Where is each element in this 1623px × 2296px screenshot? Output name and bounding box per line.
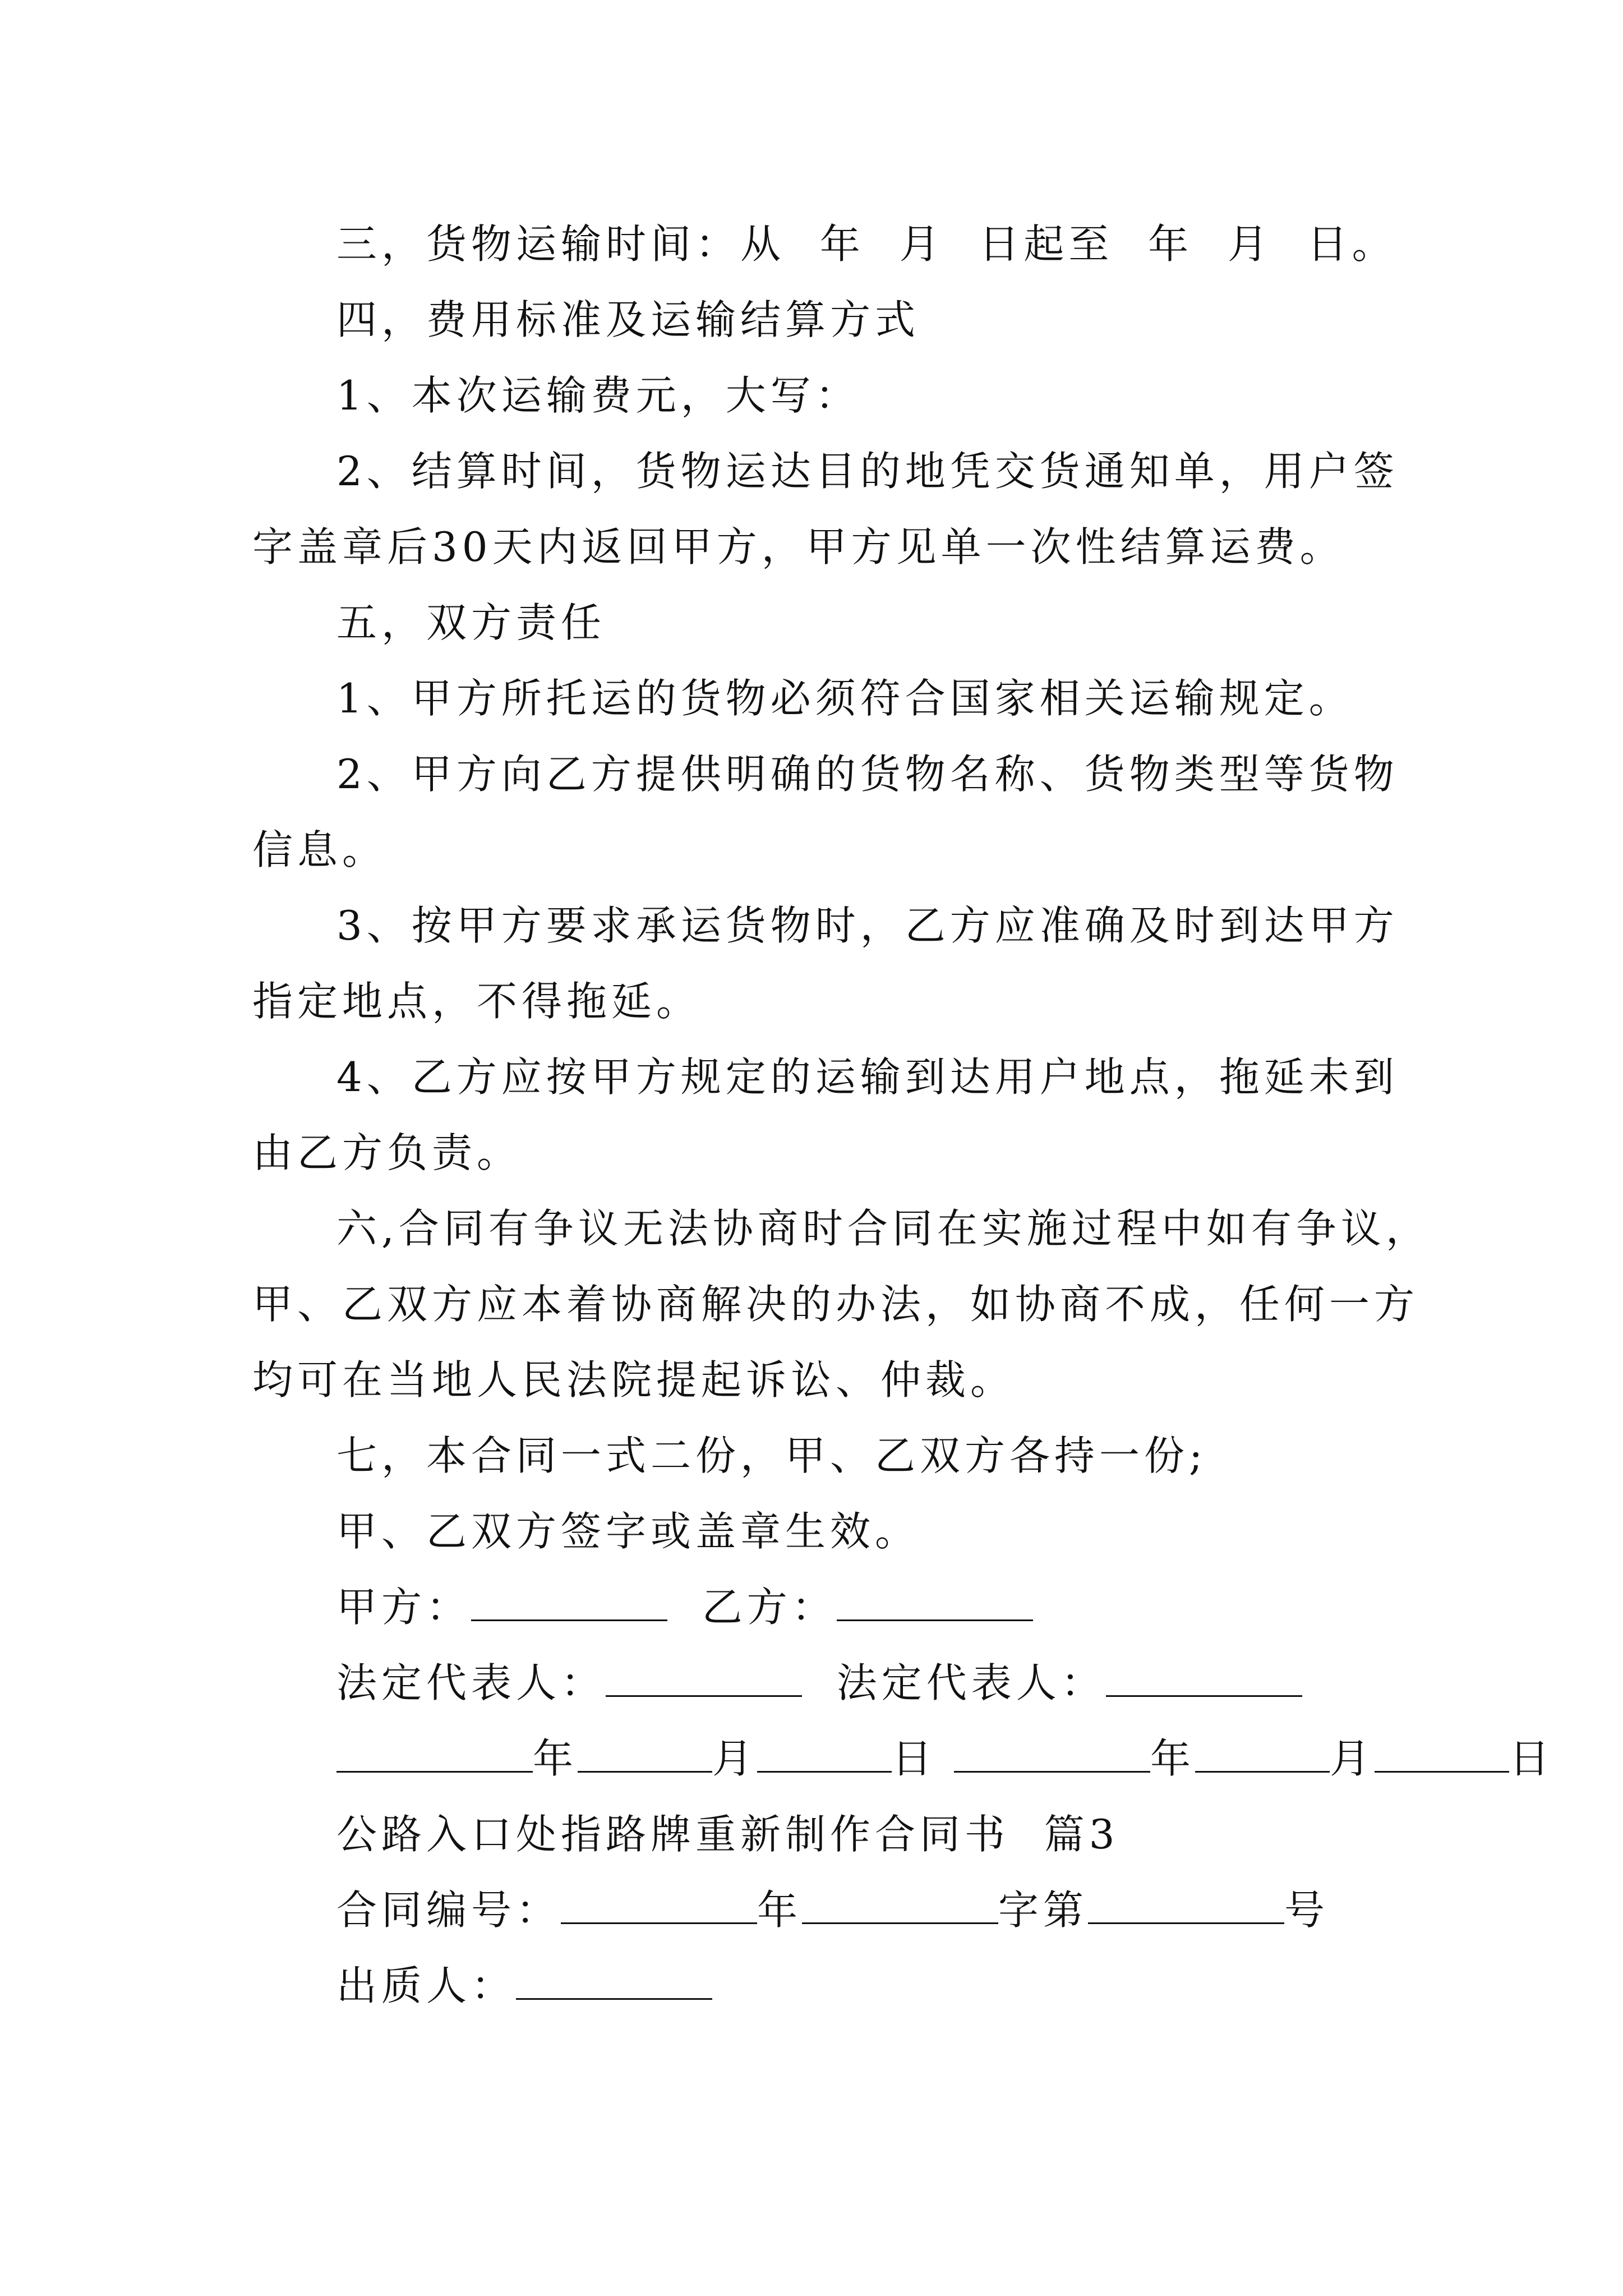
date-a-year-blank[interactable] <box>336 1731 533 1773</box>
date-b-year-blank[interactable] <box>954 1731 1150 1773</box>
party-a-blank[interactable] <box>471 1579 667 1621</box>
date-b-year-label: 年 <box>1150 1735 1195 1782</box>
clause-5-item-2-line-2: 信息。 <box>252 826 388 873</box>
pledgor-label: 出质人： <box>336 1962 517 2009</box>
date-b-day-blank[interactable] <box>1375 1731 1509 1773</box>
rep-b-label: 法定代表人： <box>836 1659 1106 1706</box>
clause-4-item-2-line-2: 字盖章后30天内返回甲方，甲方见单一次性结算运费。 <box>252 523 1345 570</box>
date-a-year-label: 年 <box>533 1735 578 1782</box>
spacer <box>667 1584 702 1631</box>
clause-4-item-1: 1、本次运输费元，大写： <box>336 372 860 419</box>
spacer <box>802 1659 837 1706</box>
contract-number-row <box>336 1882 1329 1938</box>
date-a-day-blank[interactable] <box>757 1731 892 1773</box>
party-b-blank[interactable] <box>837 1579 1033 1621</box>
clause-5-item-2-line-1: 2、甲方向乙方提供明确的货物名称、货物类型等货物 <box>336 751 1399 798</box>
contract-number-zi-di-label: 字第 <box>998 1887 1089 1934</box>
date-b-month-blank[interactable] <box>1195 1731 1330 1773</box>
date-a-month-label: 月 <box>712 1735 758 1782</box>
clause-6-line-2: 甲、乙双方应本着协商解决的办法，如协商不成，任何一方 <box>252 1281 1419 1328</box>
party-a-label: 甲方： <box>336 1584 472 1631</box>
clause-6-line-1: 六,合同有争议无法协商时合同在实施过程中如有争议， <box>336 1205 1431 1252</box>
date-a-month-blank[interactable] <box>578 1731 712 1773</box>
date-b-month-label: 月 <box>1329 1735 1375 1782</box>
clause-5-item-4-line-1: 4、乙方应按甲方规定的运输到达用户地点，拖延未到 <box>336 1053 1399 1101</box>
rep-a-label: 法定代表人： <box>336 1659 606 1706</box>
contract-number-label: 合同编号： <box>336 1887 561 1934</box>
contract-number-seq-blank[interactable] <box>1088 1882 1284 1924</box>
clause-6-line-3: 均可在当地人民法院提起诉讼、仲裁。 <box>252 1356 1016 1404</box>
spacer <box>937 1735 954 1782</box>
date-signature-row <box>336 1731 1554 1787</box>
representative-signature-row <box>336 1655 1302 1711</box>
clause-3-transport-time: 三，货物运输时间：从 年 月 日起至 年 月 日。 <box>336 220 1397 268</box>
contract-number-year-label: 年 <box>757 1887 803 1934</box>
clause-4-item-2-line-1: 2、结算时间，货物运达目的地凭交货通知单，用户签 <box>336 448 1399 495</box>
party-b-label: 乙方： <box>702 1584 837 1631</box>
clause-4-heading: 四，费用标准及运输结算方式 <box>336 296 920 343</box>
clause-5-heading: 五，双方责任 <box>336 599 606 646</box>
contract-number-prefix-blank[interactable] <box>561 1882 757 1924</box>
date-a-day-label: 日 <box>892 1735 937 1782</box>
clause-5-item-4-line-2: 由乙方负责。 <box>252 1129 522 1176</box>
date-b-day-label: 日 <box>1509 1735 1554 1782</box>
contract-number-hao-label: 号 <box>1284 1887 1330 1934</box>
clause-7-line-1: 七，本合同一式二份，甲、乙双方各持一份; <box>336 1432 1207 1479</box>
clause-5-item-3-line-2: 指定地点，不得拖延。 <box>252 978 702 1025</box>
section-title: 公路入口处指路牌重新制作合同书 篇3 <box>336 1811 1119 1858</box>
rep-b-blank[interactable] <box>1106 1655 1302 1697</box>
clause-7-line-2: 甲、乙双方签字或盖章生效。 <box>336 1508 920 1555</box>
party-signature-row <box>336 1579 1033 1635</box>
clause-5-item-3-line-1: 3、按甲方要求承运货物时，乙方应准确及时到达甲方 <box>336 902 1399 949</box>
contract-number-year-blank[interactable] <box>802 1882 998 1924</box>
clause-5-item-1: 1、甲方所托运的货物必须符合国家相关运输规定。 <box>336 675 1354 722</box>
pledgor-row <box>336 1958 712 2014</box>
pledgor-blank[interactable] <box>516 1958 712 2000</box>
rep-a-blank[interactable] <box>606 1655 802 1697</box>
